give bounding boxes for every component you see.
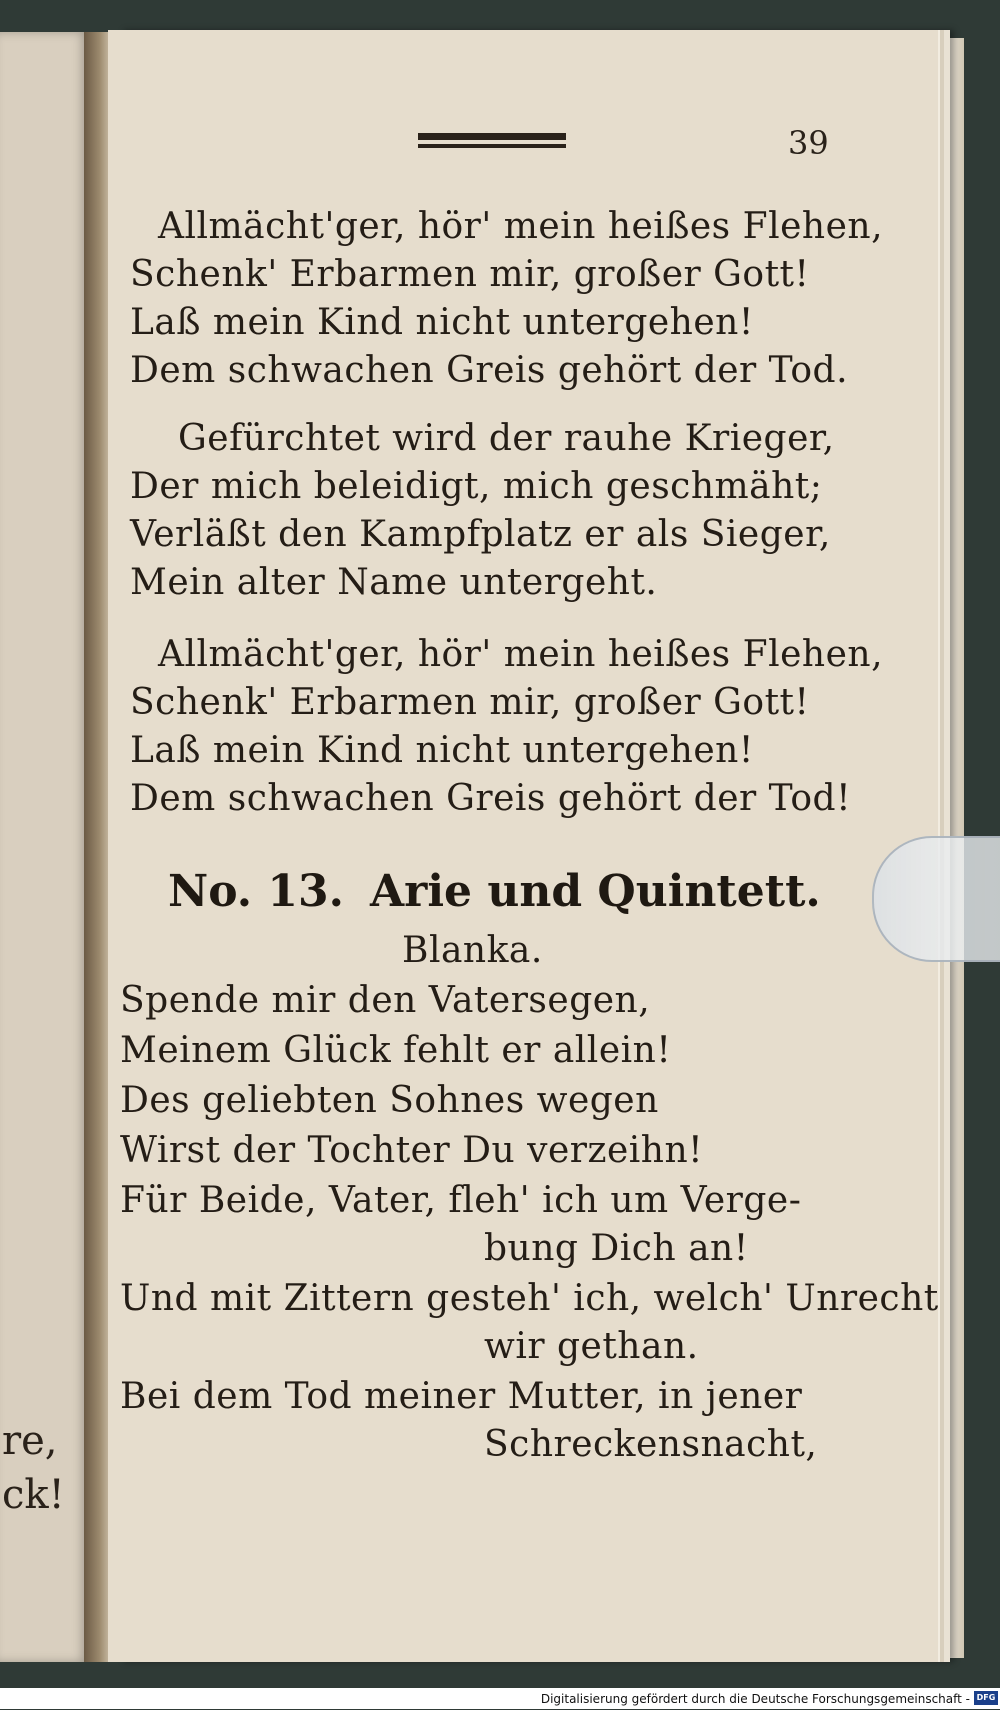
- verse-line: Laß mein Kind nicht untergehen!: [130, 730, 754, 771]
- speaker-name: Blanka.: [402, 930, 543, 971]
- verse-line: Verläßt den Kampfplatz er als Sieger,: [130, 514, 831, 555]
- verse-line: Meinem Glück fehlt er allein!: [120, 1030, 672, 1071]
- verse-line: Spende mir den Vatersegen,: [120, 980, 651, 1021]
- verse-line: Des geliebten Sohnes wegen: [120, 1080, 659, 1121]
- verse-line: Gefürchtet wird der rauhe Krieger,: [178, 418, 835, 459]
- page-number: 39: [788, 124, 829, 162]
- verse-line: Bei dem Tod meiner Mutter, in jener: [120, 1376, 803, 1417]
- header-rule: [418, 133, 566, 153]
- section-number: No. 13.: [168, 866, 344, 917]
- footer-credit: Digitalisierung gefördert durch die Deutsche Forschungsgemeinschaft -: [540, 1692, 970, 1706]
- verse-line: Dem schwachen Greis gehört der Tod.: [130, 350, 849, 391]
- verse-line: Dem schwachen Greis gehört der Tod!: [130, 778, 852, 819]
- page-clip: [872, 836, 1000, 962]
- footer-bar: [0, 1688, 1000, 1709]
- verse-line-continuation: Schreckensnacht,: [484, 1424, 818, 1465]
- verse-line-continuation: bung Dich an!: [484, 1228, 749, 1269]
- verse-line: Der mich beleidigt, mich geschmäht;: [130, 466, 823, 507]
- verse-line: Allmächt'ger, hör' mein heißes Flehen,: [158, 206, 884, 247]
- verse-line-continuation: wir gethan.: [484, 1326, 699, 1367]
- verse-line: Für Beide, Vater, fleh' ich um Verge-: [120, 1180, 802, 1221]
- book-gutter: [84, 32, 110, 1662]
- verse-line: Schenk' Erbarmen mir, großer Gott!: [130, 682, 810, 723]
- left-page-fragment: re,: [2, 1418, 58, 1464]
- verse-line: Mein alter Name untergeht.: [130, 562, 658, 603]
- verse-line: Schenk' Erbarmen mir, großer Gott!: [130, 254, 810, 295]
- verse-line: Allmächt'ger, hör' mein heißes Flehen,: [158, 634, 884, 675]
- left-page-fragment: ck!: [2, 1472, 65, 1518]
- verse-line: Und mit Zittern gesteh' ich, welch' Unrecht: [120, 1278, 939, 1319]
- dfg-logo-icon: DFG: [974, 1691, 998, 1705]
- verse-line: Laß mein Kind nicht untergehen!: [130, 302, 754, 343]
- section-title: Arie und Quintett.: [370, 866, 821, 917]
- previous-page-edge: [0, 32, 88, 1662]
- verse-line: Wirst der Tochter Du verzeihn!: [120, 1130, 704, 1171]
